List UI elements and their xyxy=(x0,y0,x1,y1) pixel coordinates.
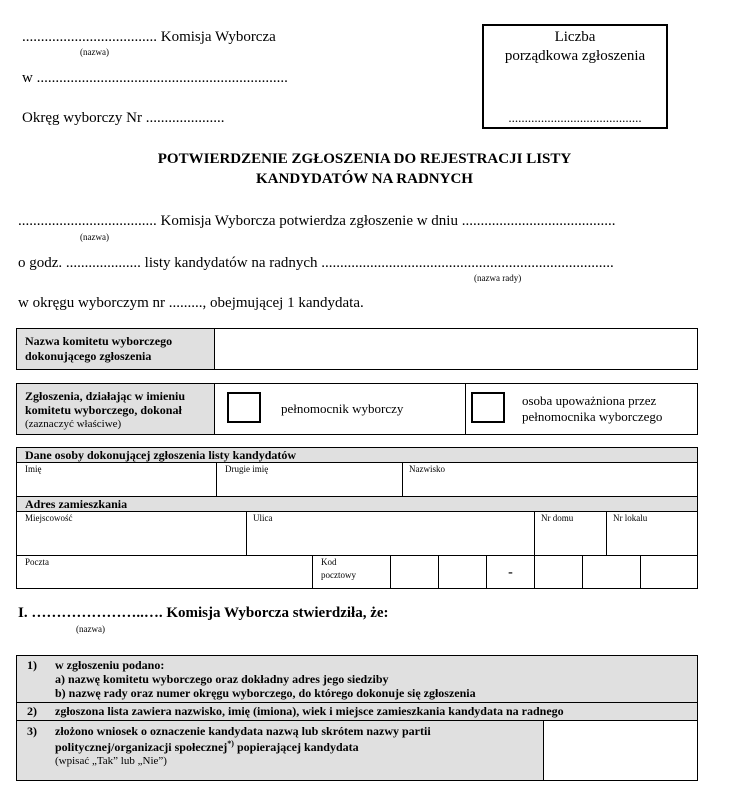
commission-location-line: w ................................................................... xyxy=(22,70,288,86)
check-row-3-title-2-end: popierającej kandydata xyxy=(233,740,359,754)
postal-code-label-2: pocztowy xyxy=(321,570,356,580)
proxy-checkbox[interactable] xyxy=(227,392,261,423)
section-one-caption: (nazwa) xyxy=(76,624,105,634)
council-name-caption: (nazwa rady) xyxy=(474,273,522,283)
middle-name-label: Drugie imię xyxy=(225,464,269,474)
submitter-label-cell xyxy=(17,384,215,434)
post-row xyxy=(17,556,697,588)
surname-label: Nazwisko xyxy=(409,464,445,474)
section-one-heading: I. …………………..…. Komisja Wyborcza stwierdziła, że: xyxy=(18,605,389,621)
authorized-person-label-1: osoba upoważniona przez xyxy=(522,393,657,408)
check-row-3-number: 3) xyxy=(27,724,37,738)
postal-dash: - xyxy=(508,565,513,580)
check-row-1-item-b: b) nazwę rady oraz numer okręgu wyborczego, do którego dokonuje się zgłoszenia xyxy=(55,686,476,700)
postal-digit-5[interactable] xyxy=(641,556,697,588)
order-box-title-1: Liczba xyxy=(554,29,596,45)
committee-name-label-1: Nazwa komitetu wyborczego xyxy=(25,334,173,348)
postal-digit-2[interactable] xyxy=(439,556,487,588)
submitter-row xyxy=(16,383,698,435)
flat-number-field[interactable] xyxy=(607,512,697,555)
house-number-field[interactable] xyxy=(535,512,607,555)
address-section-title: Adres zamieszkania xyxy=(25,497,128,511)
post-office-field[interactable] xyxy=(17,556,313,588)
order-box-title-2: porządkowa zgłoszenia xyxy=(504,48,646,64)
city-field[interactable] xyxy=(17,512,247,555)
confirmation-date-line: ..................................... Komisja Wyborcza potwierdza zgłoszenie w dniu ......................................... xyxy=(18,213,616,229)
surname-field[interactable] xyxy=(403,463,697,496)
commission-name-caption: (nazwa) xyxy=(80,47,109,57)
submitter-label-hint: (zaznaczyć właściwe) xyxy=(25,418,122,430)
check-row-2 xyxy=(17,703,697,721)
postal-digit-3[interactable] xyxy=(535,556,583,588)
order-box-dots[interactable]: ......................................... xyxy=(508,110,642,125)
district-candidates-line: w okręgu wyborczym nr ........., obejmującej 1 kandydata. xyxy=(18,295,364,311)
option-divider xyxy=(465,384,466,434)
first-name-label: Imię xyxy=(25,464,42,474)
postal-digit-1[interactable] xyxy=(391,556,439,588)
confirmation-time-line: o godz. .................... listy kandydatów na radnych .............................................................................. xyxy=(18,255,614,271)
address-row xyxy=(17,512,697,556)
committee-name-row xyxy=(16,328,698,370)
authorized-person-label-2: pełnomocnika wyborczego xyxy=(522,409,663,424)
check-row-2-number: 2) xyxy=(27,704,37,718)
check-row-3-note: (wpisać „Tak” lub „Nie”) xyxy=(55,755,167,767)
postal-code-label-1: Kod xyxy=(321,557,337,567)
flat-number-label: Nr lokalu xyxy=(613,513,648,523)
postal-dash-cell xyxy=(487,556,535,588)
check-row-2-title: zgłoszona lista zawiera nazwisko, imię (imiona), wiek i miejsce zamieszkania kandydata na radnego xyxy=(55,704,564,718)
section-one-table xyxy=(16,655,698,781)
post-office-label: Poczta xyxy=(25,557,49,567)
commission-name-line: .................................... Komisja Wyborcza xyxy=(22,29,276,45)
district-number-line: Okręg wyborczy Nr ..................... xyxy=(22,110,225,126)
check-row-3-title-2-text: politycznej/organizacji społecznej xyxy=(55,740,228,754)
check-row-3 xyxy=(17,721,544,780)
confirmation-name-caption: (nazwa) xyxy=(80,232,109,242)
order-number-box xyxy=(482,24,668,129)
first-name-field[interactable] xyxy=(17,463,217,496)
check-row-3-title-2 xyxy=(55,739,359,755)
middle-name-field[interactable] xyxy=(217,463,403,496)
person-section-header xyxy=(17,448,697,463)
name-row xyxy=(17,463,697,497)
committee-name-label-2: dokonującego zgłoszenia xyxy=(25,349,152,363)
check-row-3-title-1: złożono wniosek o oznaczenie kandydata nazwą lub skrótem nazwy partii xyxy=(55,724,431,738)
submitter-label-1: Zgłoszenia, działając w imieniu xyxy=(25,389,185,403)
person-section-title: Dane osoby dokonującej zgłoszenia listy kandydatów xyxy=(25,448,297,462)
check-row-3-answer-field[interactable] xyxy=(544,721,697,780)
committee-name-label-cell xyxy=(17,329,215,369)
authorized-person-checkbox[interactable] xyxy=(471,392,505,423)
committee-name-field[interactable] xyxy=(216,329,697,369)
document-title-line-2: KANDYDATÓW NA RADNYCH xyxy=(256,171,473,187)
check-row-1 xyxy=(17,656,697,703)
proxy-option-label: pełnomocnik wyborczy xyxy=(281,401,404,416)
check-row-1-item-a: a) nazwę komitetu wyborczego oraz dokładny adres jego siedziby xyxy=(55,672,389,686)
street-label: Ulica xyxy=(253,513,273,523)
street-field[interactable] xyxy=(247,512,535,555)
person-data-table xyxy=(16,447,698,589)
document-title-line-1: POTWIERDZENIE ZGŁOSZENIA DO REJESTRACJI LISTY xyxy=(157,151,572,167)
postal-code-label-cell xyxy=(313,556,391,588)
house-number-label: Nr domu xyxy=(541,513,574,523)
check-row-1-number: 1) xyxy=(27,658,37,672)
postal-digit-4[interactable] xyxy=(583,556,641,588)
address-section-header xyxy=(17,497,697,512)
city-label: Miejscowość xyxy=(25,513,73,523)
submitter-label-2: komitetu wyborczego, dokonał xyxy=(25,403,182,417)
footnote-marker: *) xyxy=(227,739,234,748)
check-row-1-title: w zgłoszeniu podano: xyxy=(55,658,165,672)
